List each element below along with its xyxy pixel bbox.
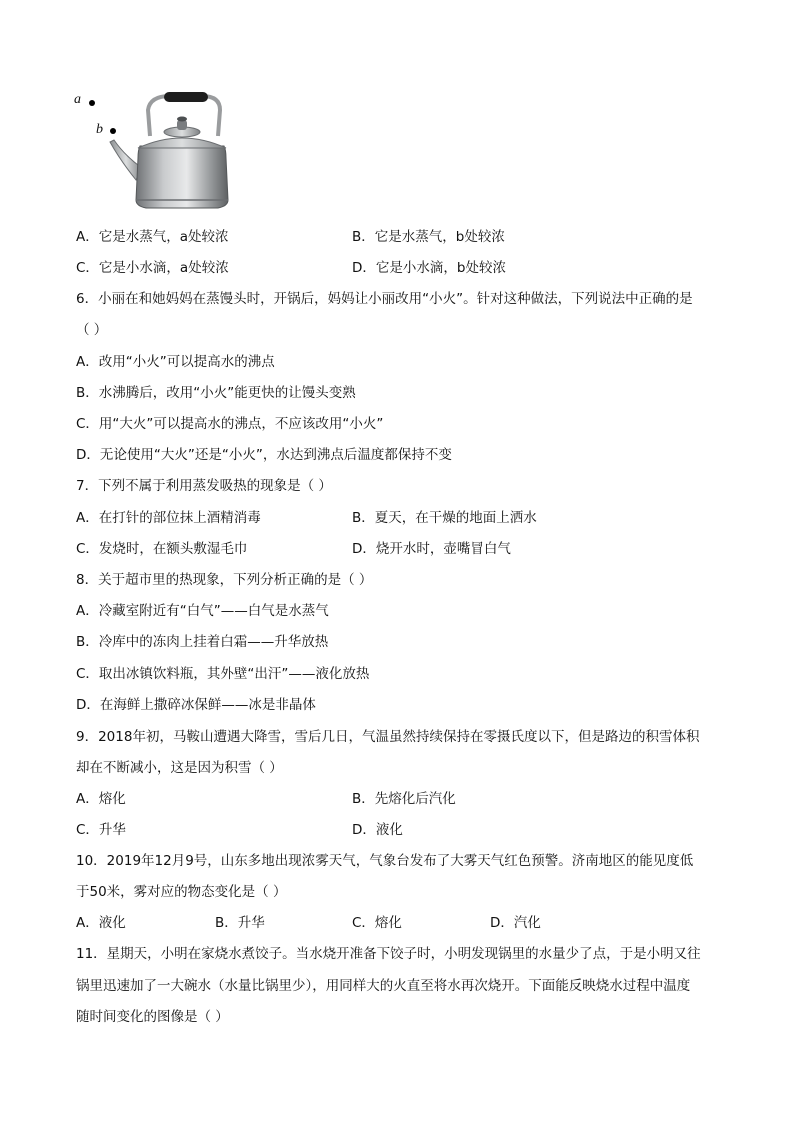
q6-option-d: D．无论使用“大火”还是“小火”，水达到沸点后温度都保持不变: [76, 447, 452, 463]
q7-stem: 7．下列不属于利用蒸发吸热的现象是（ ）: [76, 478, 332, 494]
q9-stem-line1: 9．2018年初，马鞍山遭遇大降雪，雪后几日，气温虽然持续保持在零摄氏度以下，但是路边的积雪体积: [76, 729, 700, 745]
q6-stem-line1: 6．小丽在和她妈妈在蒸馒头时，开锅后，妈妈让小丽改用“小火”。针对这种做法，下列说法中正确的是: [76, 291, 693, 307]
q6-option-c: C．用“大火”可以提高水的沸点，不应该改用“小火”: [76, 416, 384, 432]
q7-option-a: A．在打针的部位抹上酒精消毒: [76, 510, 261, 526]
q11-stem-line2: 锅里迅速加了一大碗水（水量比锅里少），用同样大的火直至将水再次烧开。下面能反映烧水过程中温度: [76, 978, 691, 994]
q10-option-b: B．升华: [215, 915, 265, 931]
kettle-figure: [70, 88, 240, 213]
q11-stem-line1: 11．星期天，小明在家烧水煮饺子。当水烧开准备下饺子时，小明发现锅里的水量少了点，于是小明又往: [76, 946, 701, 962]
q7-option-c: C．发烧时，在额头敷湿毛巾: [76, 541, 248, 557]
q9-stem-line2: 却在不断减小，这是因为积雪（ ）: [76, 760, 283, 776]
q8-stem: 8．关于超市里的热现象，下列分析正确的是（ ）: [76, 572, 373, 588]
q10-stem-line1: 10．2019年12月9号，山东多地出现浓雾天气，气象台发布了大雾天气红色预警。济南地区的能见度低: [76, 853, 694, 869]
q10-stem-line2: 于50米，雾对应的物态变化是（ ）: [76, 884, 287, 900]
q6-stem-line2: （ ）: [76, 322, 108, 338]
q10-option-d: D．汽化: [490, 915, 541, 931]
q9-option-d: D．液化: [352, 822, 403, 838]
q8-option-d: D．在海鲜上撒碎冰保鲜——冰是非晶体: [76, 697, 316, 713]
q10-option-c: C．熔化: [352, 915, 402, 931]
q6-option-a: A．改用“小火”可以提高水的沸点: [76, 354, 275, 370]
point-b-label: b: [96, 122, 103, 137]
q5-option-c: C．它是小水滴，a处较浓: [76, 260, 229, 276]
q9-option-a: A．熔化: [76, 791, 126, 807]
q5-option-a: A．它是水蒸气，a处较浓: [76, 229, 229, 245]
q9-option-c: C．升华: [76, 822, 126, 838]
q7-option-b: B．夏天，在干燥的地面上洒水: [352, 510, 537, 526]
q8-option-a: A．冷藏室附近有“白气”——白气是水蒸气: [76, 603, 329, 619]
q11-stem-line3: 随时间变化的图像是（ ）: [76, 1009, 229, 1025]
q8-option-c: C．取出冰镇饮料瓶，其外壁“出汗”——液化放热: [76, 666, 370, 682]
q5-option-d: D．它是小水滴，b处较浓: [352, 260, 506, 276]
q6-option-b: B．水沸腾后，改用“小火”能更快的让馒头变熟: [76, 385, 356, 401]
point-a-label: a: [74, 92, 81, 107]
q5-option-b: B．它是水蒸气，b处较浓: [352, 229, 505, 245]
kettle-icon: [70, 88, 240, 213]
q10-option-a: A．液化: [76, 915, 126, 931]
q7-option-d: D．烧开水时，壶嘴冒白气: [352, 541, 511, 557]
q8-option-b: B．冷库中的冻肉上挂着白霜——升华放热: [76, 634, 329, 650]
q9-option-b: B．先熔化后汽化: [352, 791, 456, 807]
